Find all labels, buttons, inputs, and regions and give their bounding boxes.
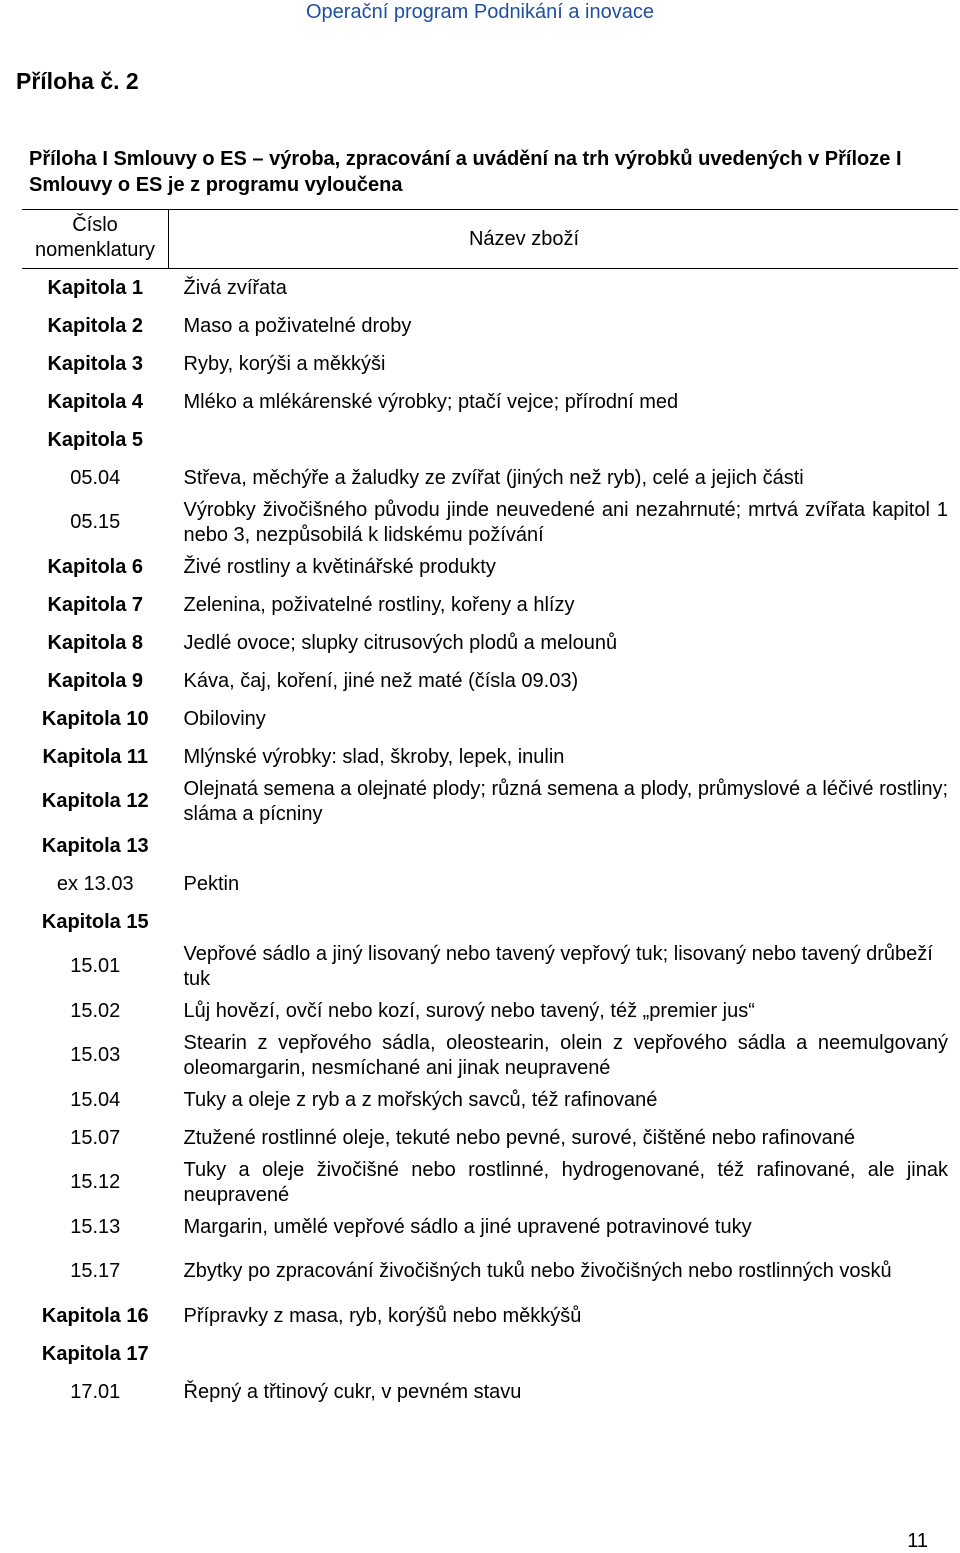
table-row	[22, 307, 958, 345]
row-code: Kapitola 9	[47, 669, 144, 692]
row-code: Kapitola 1	[47, 276, 144, 299]
section-title: Příloha I Smlouvy o ES – výroba, zpracování a uvádění na trh výrobků uvedených v Příloze I Smlouvy o ES je z programu vyloučena	[29, 148, 902, 196]
table-row	[22, 992, 958, 1030]
row-code: 15.03	[70, 1044, 121, 1066]
row-name	[169, 421, 959, 459]
row-name	[169, 903, 959, 941]
row-code: 17.01	[70, 1380, 121, 1403]
table-row	[22, 865, 958, 903]
table-row	[22, 1157, 958, 1208]
row-code: Kapitola 11	[42, 745, 149, 768]
table-row	[22, 1335, 958, 1373]
table-row	[22, 1373, 958, 1411]
table-row	[22, 624, 958, 662]
row-name: Jedlé ovoce; slupky citrusových plodů a melounů	[183, 631, 618, 654]
table-header-row	[22, 210, 958, 269]
row-code: Kapitola 5	[47, 428, 144, 451]
row-code: Kapitola 4	[47, 390, 144, 413]
row-code: Kapitola 15	[41, 910, 149, 933]
row-name: Obiloviny	[183, 707, 266, 730]
row-code: Kapitola 17	[41, 1342, 149, 1365]
row-code: 05.15	[70, 511, 121, 533]
row-name: Stearin z vepřového sádla, oleostearin, olein z vepřového sádla a neemulgovaný oleomargarin, nesmíchané ani jinak neupravené	[183, 1031, 948, 1079]
table-row	[22, 941, 958, 992]
table-row	[22, 345, 958, 383]
row-name: Pektin	[183, 872, 240, 895]
row-code: 15.07	[70, 1126, 121, 1149]
row-code: Kapitola 16	[41, 1304, 149, 1327]
row-code: Kapitola 12	[41, 790, 149, 812]
column-header-name: Název zboží	[169, 210, 959, 269]
row-name: Tuky a oleje z ryb a z mořských savců, též rafinované	[183, 1088, 658, 1111]
row-code: 15.04	[70, 1088, 121, 1111]
row-name: Olejnatá semena a olejnaté plody; různá semena a plody, průmyslové a léčivé rostliny; sláma a pícniny	[183, 777, 948, 825]
row-code: Kapitola 10	[41, 707, 149, 730]
row-name: Zelenina, poživatelné rostliny, kořeny a hlízy	[183, 593, 575, 616]
page-number: 11	[907, 1530, 928, 1552]
row-code: Kapitola 7	[47, 593, 144, 616]
annex-title: Příloha č. 2	[16, 68, 139, 94]
row-code: 15.17	[70, 1260, 121, 1282]
table-row	[22, 269, 958, 308]
row-code: Kapitola 2	[47, 314, 144, 337]
table-row	[22, 1246, 958, 1297]
row-name: Ztužené rostlinné oleje, tekuté nebo pevné, surové, čištěné nebo rafinované	[183, 1126, 856, 1149]
row-name: Vepřové sádlo a jiný lisovaný nebo tavený vepřový tuk; lisovaný nebo tavený drůbeží tuk	[183, 942, 933, 990]
row-code: Kapitola 13	[41, 834, 149, 857]
row-name: Maso a poživatelné droby	[183, 314, 412, 337]
row-code: 15.13	[70, 1215, 121, 1238]
row-name: Výrobky živočišného původu jinde neuvedené ani nezahrnuté; mrtvá zvířata kapitol 1 nebo 3, nezpůsobilá k lidskému požívání	[183, 498, 948, 546]
row-name: Střeva, měchýře a žaludky ze zvířat (jiných než ryb), celé a jejich části	[183, 466, 804, 489]
table-row	[22, 1297, 958, 1335]
row-code: ex 13.03	[56, 872, 134, 895]
column-header-code: Číslo nomenklatury	[22, 210, 169, 269]
row-code: 15.12	[70, 1171, 121, 1193]
row-name	[169, 1335, 959, 1373]
nomenclature-table	[22, 209, 958, 1411]
table-row	[22, 497, 958, 548]
table-row	[22, 776, 958, 827]
row-code: Kapitola 3	[47, 352, 144, 375]
row-name: Řepný a třtinový cukr, v pevném stavu	[183, 1380, 522, 1403]
row-name: Tuky a oleje živočišné nebo rostlinné, hydrogenované, též rafinované, ale jinak neupravené	[183, 1158, 948, 1206]
table-row	[22, 548, 958, 586]
table-row	[22, 903, 958, 941]
row-name: Lůj hovězí, ovčí nebo kozí, surový nebo tavený, též „premier jus“	[183, 999, 755, 1022]
row-name: Přípravky z masa, ryb, korýšů nebo měkkýšů	[183, 1304, 582, 1327]
running-header: Operační program Podnikání a inovace	[306, 1, 654, 23]
row-code: Kapitola 8	[47, 631, 144, 654]
table-row	[22, 738, 958, 776]
table-row	[22, 827, 958, 865]
table-row	[22, 700, 958, 738]
table-row	[22, 1119, 958, 1157]
row-name: Ryby, korýši a měkkýši	[183, 352, 386, 375]
table-row	[22, 1081, 958, 1119]
row-name: Mlýnské výrobky: slad, škroby, lepek, inulin	[183, 745, 565, 768]
row-code: 15.01	[70, 955, 121, 977]
row-name: Živé rostliny a květinářské produkty	[183, 555, 496, 578]
table-row	[22, 1030, 958, 1081]
row-name: Mléko a mlékárenské výrobky; ptačí vejce; přírodní med	[183, 390, 679, 413]
table-row	[22, 662, 958, 700]
row-name: Živá zvířata	[183, 276, 287, 299]
table-row	[22, 383, 958, 421]
table-row	[22, 1208, 958, 1246]
table-row	[22, 459, 958, 497]
row-code: Kapitola 6	[47, 555, 144, 578]
row-code: 05.04	[70, 466, 121, 489]
table-row	[22, 586, 958, 624]
row-name: Káva, čaj, koření, jiné než maté (čísla 09.03)	[183, 669, 579, 692]
row-name	[169, 827, 959, 865]
table-row	[22, 421, 958, 459]
row-name: Margarin, umělé vepřové sádlo a jiné upravené potravinové tuky	[183, 1215, 752, 1238]
row-name: Zbytky po zpracování živočišných tuků nebo živočišných nebo rostlinných vosků	[183, 1260, 892, 1282]
row-code: 15.02	[70, 999, 121, 1022]
